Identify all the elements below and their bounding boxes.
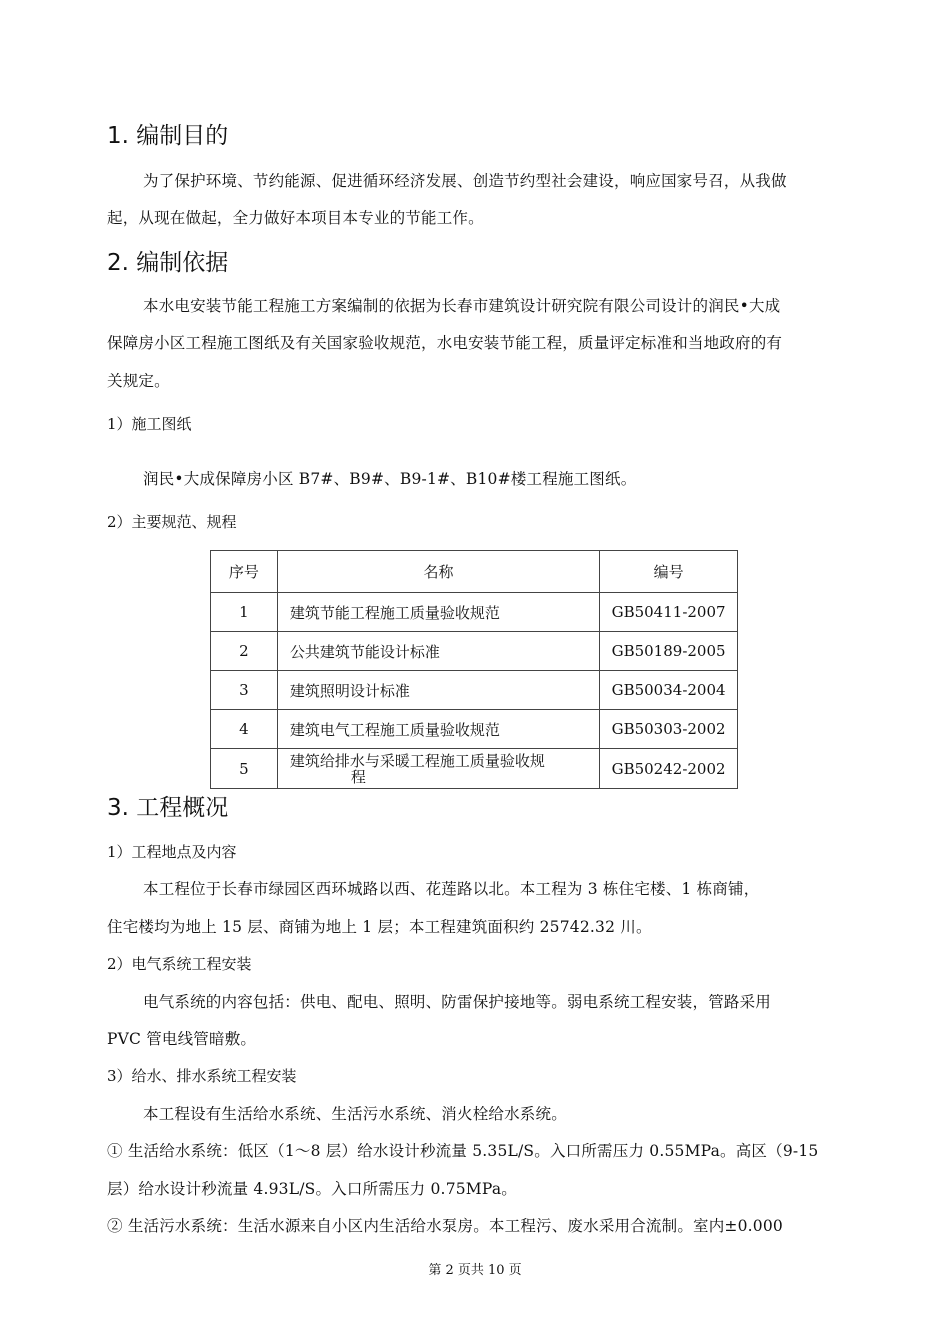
electrical-line2: PVC 管电线管暗敷。 — [107, 1030, 257, 1048]
section-2-paragraph-line1: 本水电安装节能工程施工方案编制的依据为长春市建筑设计研究院有限公司设计的润民•大成 — [143, 297, 781, 315]
row-name — [277, 749, 599, 789]
row-code: GB50242-2002 — [600, 749, 738, 789]
section-2-paragraph-line2: 保障房小区工程施工图纸及有关国家验收规范，水电安装节能工程，质量评定标准和当地政府的有 — [107, 334, 783, 352]
row-no: 1 — [211, 593, 278, 632]
location-line2: 住宅楼均为地上 15 层、商铺为地上 1 层；本工程建筑面积约 25742.32 川。 — [107, 918, 652, 936]
row-code: GB50303-2002 — [600, 710, 738, 749]
section-1-paragraph-line1: 为了保护环境、节约能源、促进循环经济发展、创造节约型社会建设，响应国家号召，从我做 — [143, 172, 787, 190]
drawings-text: 润民•大成保障房小区 B7#、B9#、B9-1#、B10#楼工程施工图纸。 — [143, 470, 637, 488]
table-row — [211, 671, 738, 710]
section-3-heading: 3. 工程概况 — [107, 795, 229, 821]
row-no: 4 — [211, 710, 278, 749]
row-name: 建筑节能工程施工质量验收规范 — [277, 593, 599, 632]
row-code: GB50411-2007 — [600, 593, 738, 632]
row-name: 建筑电气工程施工质量验收规范 — [277, 710, 599, 749]
subsection-standards: 2）主要规范、规程 — [107, 513, 237, 531]
section-1-paragraph-line2: 起，从现在做起，全力做好本项目本专业的节能工作。 — [107, 209, 484, 227]
row-name: 建筑照明设计标准 — [277, 671, 599, 710]
row-no: 2 — [211, 632, 278, 671]
page-footer: 第 2 页共 10 页 — [428, 1263, 522, 1278]
subsection-location: 1）工程地点及内容 — [107, 843, 237, 861]
section-2-paragraph-line3: 关规定。 — [107, 372, 170, 390]
row-no: 3 — [211, 671, 278, 710]
location-line1: 本工程位于长春市绿园区西环城路以西、花莲路以北。本工程为 3 栋住宅楼、1 栋商铺， — [143, 880, 760, 898]
table-header-row — [211, 551, 738, 593]
table-row — [211, 632, 738, 671]
row-name-line2: 程 — [350, 767, 366, 786]
table-row — [211, 710, 738, 749]
row-name-line1: 建筑给排水与采暖工程施工质量验收规 — [289, 751, 545, 770]
subsection-electrical: 2）电气系统工程安装 — [107, 955, 252, 973]
header-no: 序号 — [211, 551, 278, 593]
subsection-drawings: 1）施工图纸 — [107, 415, 192, 433]
header-name: 名称 — [277, 551, 599, 593]
water-item2-line1: ② 生活污水系统：生活水源来自小区内生活给水泵房。本工程污、废水采用合流制。室内±0.000 — [107, 1217, 783, 1235]
section-1-heading: 1. 编制目的 — [107, 123, 229, 149]
header-code: 编号 — [600, 551, 738, 593]
subsection-water: 3）给水、排水系统工程安装 — [107, 1067, 297, 1085]
standards-table — [210, 550, 738, 789]
row-code: GB50189-2005 — [600, 632, 738, 671]
row-code: GB50034-2004 — [600, 671, 738, 710]
section-2-heading: 2. 编制依据 — [107, 250, 229, 276]
electrical-line1: 电气系统的内容包括：供电、配电、照明、防雷保护接地等。弱电系统工程安装，管路采用 — [143, 993, 772, 1011]
water-line1: 本工程设有生活给水系统、生活污水系统、消火栓给水系统。 — [143, 1105, 567, 1123]
table-row — [211, 749, 738, 789]
table-row — [211, 593, 738, 632]
row-name: 公共建筑节能设计标准 — [277, 632, 599, 671]
row-no: 5 — [211, 749, 278, 789]
water-item1-line2: 层）给水设计秒流量 4.93L/S。入口所需压力 0.75MPa。 — [107, 1180, 517, 1198]
water-item1-line1: ① 生活给水系统：低区（1〜8 层）给水设计秒流量 5.35L/S。入口所需压力 0.55MPa。高区（9-15 — [107, 1142, 819, 1160]
